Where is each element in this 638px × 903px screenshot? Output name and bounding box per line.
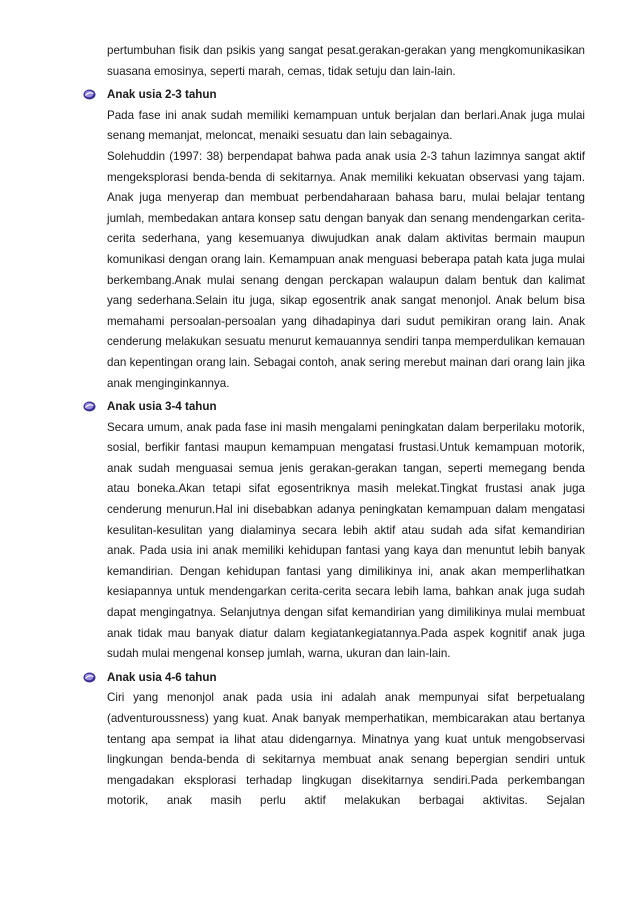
section-paragraph: Ciri yang menonjol anak pada usia ini adalah anak mempunyai sifat berpetualang (adventuroussness) yang kuat. Anak banyak memperhatikan, membicarakan atau bertanya tentang apa sempat ia lihat atau didengarnya. Minatnya yang kuat untuk mengobservasi lingkungan benda-benda di sekitarnya membuat anak senang bepergian sendiri untuk mengadakan eksplorasi terhadap lingkugan disekitarnya sendiri.Pada perkembangan motorik, anak masih perlu aktif melakukan berbagai aktivitas. Sejalan bbox=[107, 691, 585, 808]
section-age-3-4 bbox=[107, 397, 585, 665]
section-paragraph: Pada fase ini anak sudah memiliki kemampuan untuk berjalan dan berlari.Anak juga mulai senang memanjat, meloncat, menaiki sesuatu dan lain sebagainya. bbox=[107, 108, 585, 143]
section-age-2-3 bbox=[107, 85, 585, 394]
round-swirl-bullet-icon bbox=[83, 89, 96, 100]
document-body bbox=[107, 41, 585, 812]
section-heading: Anak usia 3-4 tahun bbox=[107, 400, 217, 414]
round-swirl-bullet-icon bbox=[83, 401, 96, 412]
section-paragraph: Secara umum, anak pada fase ini masih mengalami peningkatan dalam berperilaku motorik, sosial, berfikir fantasi maupun kemampuan mengatasi frustasi.Untuk kemampuan motorik, anak sudah menguasai semua jenis gerakan-gerakan tangan, seperti memegang benda atau boneka.Akan tetapi sifat egosentriknya masih melekat.Tingkat frustasi anak juga cenderung menurun.Hal ini disebabkan adanya peningkatan kemampuan dalam mengatasi kesulitan-kesulitan yang dialaminya secara lebih aktif atau sudah ada sifat kemandirian anak. Pada usia ini anak memiliki kehidupan fantasi yang kaya dan menuntut lebih banyak kemandirian. Dengan kehidupan fantasi yang dimilikinya ini, anak akan memperlihatkan kesiapannya untuk mendengarkan cerita-cerita secara lebih lama, bahkan anak juga sudah dapat mengingatnya. Selanjutnya dengan sifat kemandirian yang dimilikinya mulai membuat anak tidak mau banyak diatur dalam kegiatankegiatannya.Pada aspek kognitif anak juga sudah mulai mengenal konsep jumlah, warna, ukuran dan lain-lain. bbox=[107, 420, 585, 661]
round-swirl-bullet-icon bbox=[83, 672, 96, 683]
section-heading: Anak usia 2-3 tahun bbox=[107, 88, 217, 102]
section-age-4-6 bbox=[107, 668, 585, 812]
section-paragraph: Solehuddin (1997: 38) berpendapat bahwa pada anak usia 2-3 tahun lazimnya sangat aktif mengeksplorasi benda-benda di sekitarnya. Anak memiliki kekuatan observasi yang tajam. Anak juga menyerap dan membuat perbendaharaan bahasa baru, mulai belajar tentang jumlah, membedakan antara konsep satu dengan banyak dan senang mendengarkan cerita-cerita sederhana, yang kesemuanya diwujudkan anak dalam aktivitas bermain maupun komunikasi dengan orang lain. Kemampuan anak menguasi beberapa patah kata juga mulai berkembang.Anak mulai senang dengan perckapan walaupun dalam bentuk dan kalimat yang sederhana.Selain itu juga, sikap egosentrik anak sangat menonjol. Anak belum bisa memahami persoalan-persoalan yang dihadapinya dari sudut pemikiran orang lain. Anak cenderung melakukan sesuatu menurut kemauannya sendiri tanpa memperdulikan kemauan dan kepentingan orang lain. Sebagai contoh, anak sering merebut mainan dari orang lain jika anak menginginkannya. bbox=[107, 149, 585, 390]
intro-paragraph: pertumbuhan fisik dan psikis yang sangat pesat.gerakan-gerakan yang mengkomunikasikan suasana emosinya, seperti marah, cemas, tidak setuju dan lain-lain. bbox=[107, 44, 585, 78]
section-heading: Anak usia 4-6 tahun bbox=[107, 670, 217, 684]
